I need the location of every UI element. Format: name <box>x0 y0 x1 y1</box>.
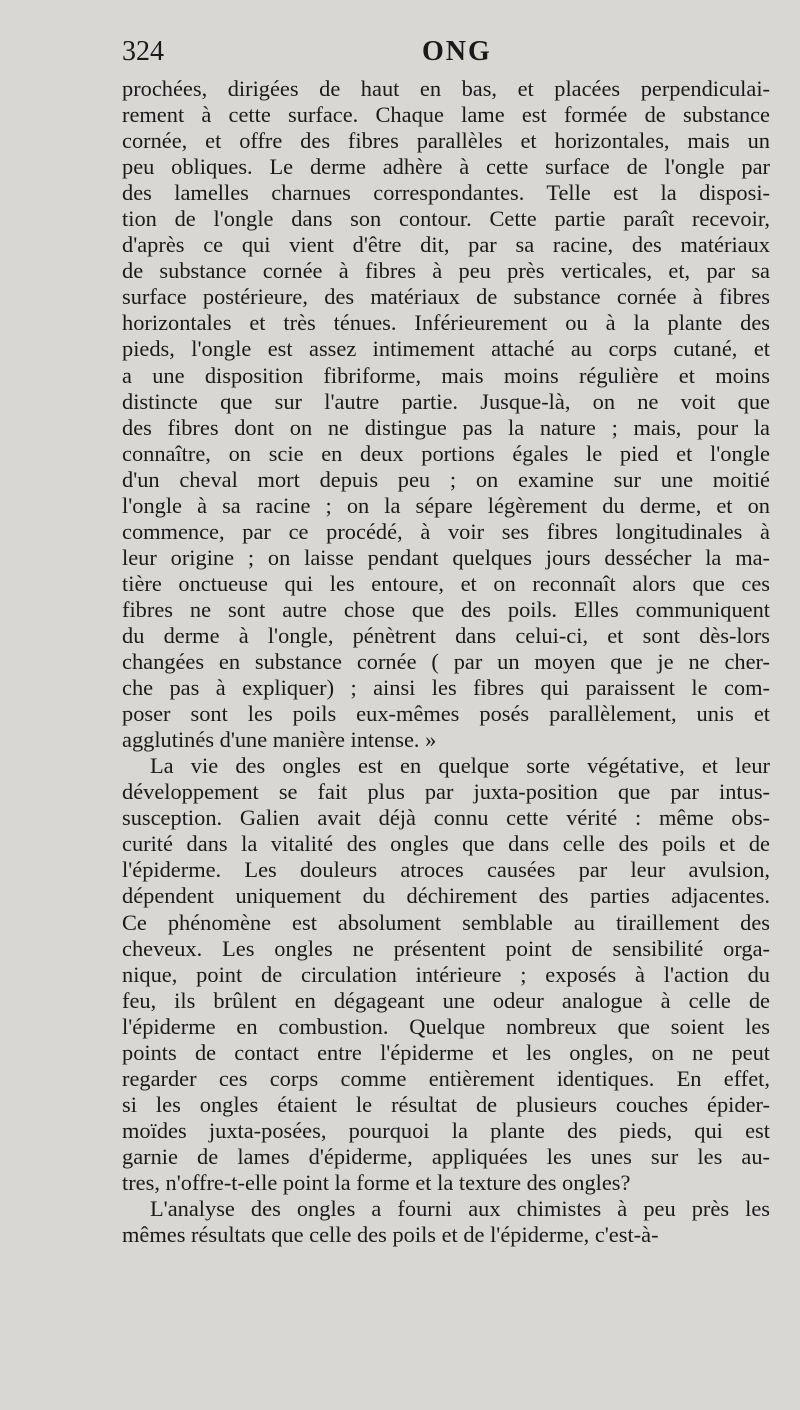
text-line: changées en substance cornée ( par un moyen que je ne cher- <box>122 649 770 675</box>
text-line: connaître, on scie en deux portions égales le pied et l'ongle <box>122 440 770 466</box>
paragraph <box>122 76 770 753</box>
text-line: curité dans la vitalité des ongles que dans celle des poils et de <box>122 831 770 857</box>
text-line: de substance cornée à fibres à peu près verticales, et, par sa <box>122 258 770 284</box>
text-line: si les ongles étaient le résultat de plusieurs couches épider- <box>122 1091 770 1117</box>
text-line: regarder ces corps comme entièrement identiques. En effet, <box>122 1065 770 1091</box>
text-line: pieds, l'ongle est assez intimement attaché au corps cutané, et <box>122 336 770 362</box>
text-line: commence, par ce procédé, à voir ses fibres longitudinales à <box>122 518 770 544</box>
running-head: ONG <box>422 36 492 67</box>
text-line: La vie des ongles est en quelque sorte végétative, et leur <box>150 753 770 779</box>
text-line: che pas à expliquer) ; ainsi les fibres qui paraissent le com- <box>122 675 770 701</box>
text-line: agglutinés d'une manière intense. » <box>122 727 437 753</box>
text-line: du derme à l'ongle, pénètrent dans celui-ci, et sont dès-lors <box>122 622 770 648</box>
text-line: tière onctueuse qui les entoure, et on reconnaît alors que ces <box>122 570 770 596</box>
text-line: Ce phénomène est absolument semblable au tiraillement des <box>122 909 770 935</box>
text-line: tion de l'ongle dans son contour. Cette partie paraît recevoir, <box>122 206 770 232</box>
text-line: cheveux. Les ongles ne présentent point de sensibilité orga- <box>122 935 770 961</box>
text-line: l'épiderme. Les douleurs atroces causées par leur avulsion, <box>122 857 770 883</box>
text-line: mêmes résultats que celle des poils et de l'épiderme, c'est-à- <box>122 1222 659 1248</box>
text-line: prochées, dirigées de haut en bas, et placées perpendiculai- <box>122 76 770 101</box>
text-line: des lamelles charnues correspondantes. Telle est la disposi- <box>122 180 770 206</box>
text-line: rement à cette surface. Chaque lame est formée de substance <box>122 102 770 128</box>
text-line: L'analyse des ongles a fourni aux chimistes à peu près les <box>150 1196 770 1222</box>
text-line: moïdes juxta-posées, pourquoi la plante des pieds, qui est <box>122 1117 770 1143</box>
text-line: surface postérieure, des matériaux de substance cornée à fibres <box>122 284 770 310</box>
paragraph <box>122 1196 770 1248</box>
paragraph <box>122 753 770 1196</box>
text-line: l'épiderme en combustion. Quelque nombreux que soient les <box>122 1013 770 1039</box>
text-line: peu obliques. Le derme adhère à cette surface de l'ongle par <box>122 154 770 180</box>
text-line: cornée, et offre des fibres parallèles et horizontales, mais un <box>122 128 770 154</box>
text-line: points de contact entre l'épiderme et les ongles, on ne peut <box>122 1039 770 1065</box>
text-line: l'ongle à sa racine ; on la sépare légèrement du derme, et on <box>122 492 770 518</box>
text-line: distincte que sur l'autre partie. Jusque-là, on ne voit que <box>122 388 770 414</box>
text-line: tres, n'offre-t-elle point la forme et la texture des ongles? <box>122 1169 631 1195</box>
page-number: 324 <box>122 36 164 67</box>
text-line: d'après ce qui vient d'être dit, par sa racine, des matériaux <box>122 232 770 258</box>
text-line: dépendent uniquement du déchirement des parties adjacentes. <box>122 883 770 909</box>
text-line: susception. Galien avait déjà connu cette vérité : même obs- <box>122 805 770 831</box>
page-header <box>122 36 768 68</box>
text-line: a une disposition fibriforme, mais moins régulière et moins <box>122 362 770 388</box>
body-text <box>122 76 770 1248</box>
text-line: nique, point de circulation intérieure ; exposés à l'action du <box>122 961 770 987</box>
text-line: fibres ne sont autre chose que des poils. Elles communiquent <box>122 596 770 622</box>
text-line: poser sont les poils eux-mêmes posés parallèlement, unis et <box>122 701 770 727</box>
text-line: des fibres dont on ne distingue pas la nature ; mais, pour la <box>122 414 770 440</box>
text-line: d'un cheval mort depuis peu ; on examine sur une moitié <box>122 466 770 492</box>
text-line: horizontales et très ténues. Inférieurement ou à la plante des <box>122 310 770 336</box>
text-line: développement se fait plus par juxta-position que par intus- <box>122 779 770 805</box>
text-line: leur origine ; on laisse pendant quelques jours dessécher la ma- <box>122 544 770 570</box>
text-line: garnie de lames d'épiderme, appliquées les unes sur les au- <box>122 1143 770 1169</box>
text-line: feu, ils brûlent en dégageant une odeur analogue à celle de <box>122 987 770 1013</box>
